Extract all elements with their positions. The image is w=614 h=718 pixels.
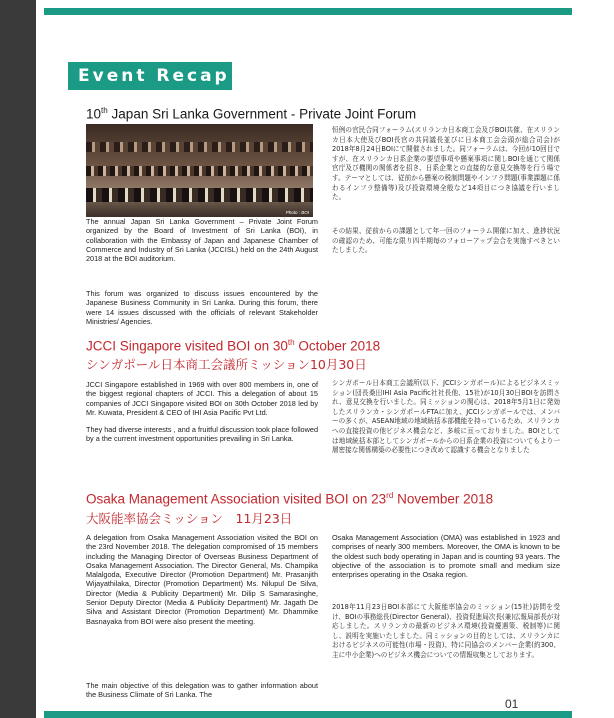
article2-paragraph-1: JCCI Singapore established in 1969 with over 800 members in, one of the biggest regional chapters of JCCI. This a delegation of about 15 companies of JCCI Singapore visited BOI on 30th October 2018 led by Mr. Kuwata, President & CEO of IHI Asia Pacific Pvt Ltd.	[86, 380, 318, 417]
page-number: 01	[505, 697, 519, 711]
article2-paragraph-2: They had diverse interests , and a fruitful discussion took place followed by a the current investment opportunities prevailing in Sri Lanka.	[86, 425, 319, 444]
article3-paragraph-3: Osaka Management Association (OMA) was established in 1923 and comprises of nearly 300 members. Moreover, the OMA is known to be the oldest such body operating in Japan and is counting 93 years. The objective of the association is to promote small and medium size enterprises operating in the Osaka region.	[332, 533, 560, 580]
photo-credit: Photo : BOI	[285, 210, 309, 215]
section-title-banner: Event Recap	[68, 62, 232, 90]
article1-japanese-paragraph-2: その結果、従前からの課題として年一回のフォーラム開催に加え、進捗状況の確認のため、可能な限り四半期毎のフォローアップ会合を実施すべきといたしました。	[332, 227, 560, 255]
article2-title-japanese: シンガポール日本商工会議所ミッション10月30日	[86, 357, 367, 372]
top-accent-bar	[44, 8, 572, 15]
document-page	[36, 0, 614, 718]
article3-title-japanese: 大阪能率協会ミッション 11月23日	[86, 511, 293, 526]
article1-paragraph-1: The annual Japan Sri Lanka Government – Private Joint Forum organized by the Board of Investment of Sri Lanka (BOI), in collaboration with the Embassy of Japan and Japanese Chamber of Commerce and Industry of Sri Lanka (JCCISL) held on the 24th August 2018 at the BOI auditorium.	[86, 217, 318, 264]
article1-title: 10th Japan Sri Lanka Government - Private Joint Forum	[86, 106, 417, 122]
article3-title: Osaka Management Association visited BOI on 23rd November 2018	[86, 491, 494, 507]
article3-paragraph-1: A delegation from Osaka Management Association visited the BOI on the 23rd November 2018. The delegation compromised of 15 members including the Managing Director of Overseas Business Department of Osaka Management Association. The Director General, Ms. Champika Malalgoda, Executive Director (Promotion Department) Mr. Prasanjith Wijayathilaka, Director (Promotion Department) Ms. Nilupul De Silva, Director (Media & Publicity Department) Mr. Dilip S Samarasinghe, Senior Deputy Director (Media & Publicity Department) Mr. Jagath De Silva and Assistant Director (Promotion Department) Mr. Dhammike Basnayaka from BOI were also present the meeting.	[86, 533, 318, 626]
article1-paragraph-2: This forum was organized to discuss issues encountered by the Japanese Business Community in Sri Lanka. During this forum, there were 14 issues discussed with the officials of relevant Stakeholder Ministries/ Agencies.	[86, 289, 318, 326]
forum-photo	[86, 124, 313, 217]
bottom-accent-bar	[44, 711, 572, 718]
article3-japanese-paragraph: 2018年11月23日BOI本部にて大阪能率協会のミッション(15社)訪問を受け、BOIの事務総長(Director General)、投資促進局次長(兼)広報局部長が対応しました。スリランカの最新のビジネス環境(投資優遇策、税制等)に関し、説明を実施いたしました。同ミッションの目的としては、スリランカにおけるビジネスの可能性(市場・投資)、特に同協会のメンバー企業(約300、主に中小企業)へのビジネス機会についての情報収集としております。	[332, 603, 560, 659]
article2-japanese-paragraph: シンガポール日本商工会議所(以下、JCCIシンガポール)によるビジネスミッション(団長桑田IHI Asia Pacific社社長他、15社)が10月30日BOIを訪問され、意見交換を行いました。同ミッションの関心は、2018年5月1日に発効したスリランカ・シンガポールFTAに加え、JCCIシンガポールでは、メンバーの多くが、ASEAN地域の地域統括本部機能を持っているため、スリランカへの直接投資の他ビジネス機会など、多岐に亘っておりました。BOIとしては地域統括本部としてシンガポールからの日系企業の投資についてもより一層密接な関係構築の必要性につき改めて認識する機会となりました	[332, 379, 560, 455]
article3-paragraph-2: The main objective of this delegation was to gather information about the Business Climate of Sri Lanka. The	[86, 681, 318, 700]
article2-title: JCCI Singapore visited BOI on 30th October 2018	[86, 338, 381, 354]
article1-japanese-paragraph-1: 恒例の官民合同フォーラム(スリランカ日本商工会及びBOI共催、在スリランカ日本大使及びBOI長官の共同議長並びに日本商工会会頭が総合司会)が2018年8月24日BOIにて開催されました。同フォーラムは、今回が10回目ですが、在スリランカ日系企業の要望事項や懸案事項に関しBOIを通じて関係官庁及び機関の関係者を招き、日系企業との直接的な意見交換等を行う場です。テーマとしては、従前から懸案の税制問題やインフラ問題(事業課題に係わるインフラ整備等)及び投資環境全般など14項目につき協議を行いました。	[332, 126, 560, 202]
